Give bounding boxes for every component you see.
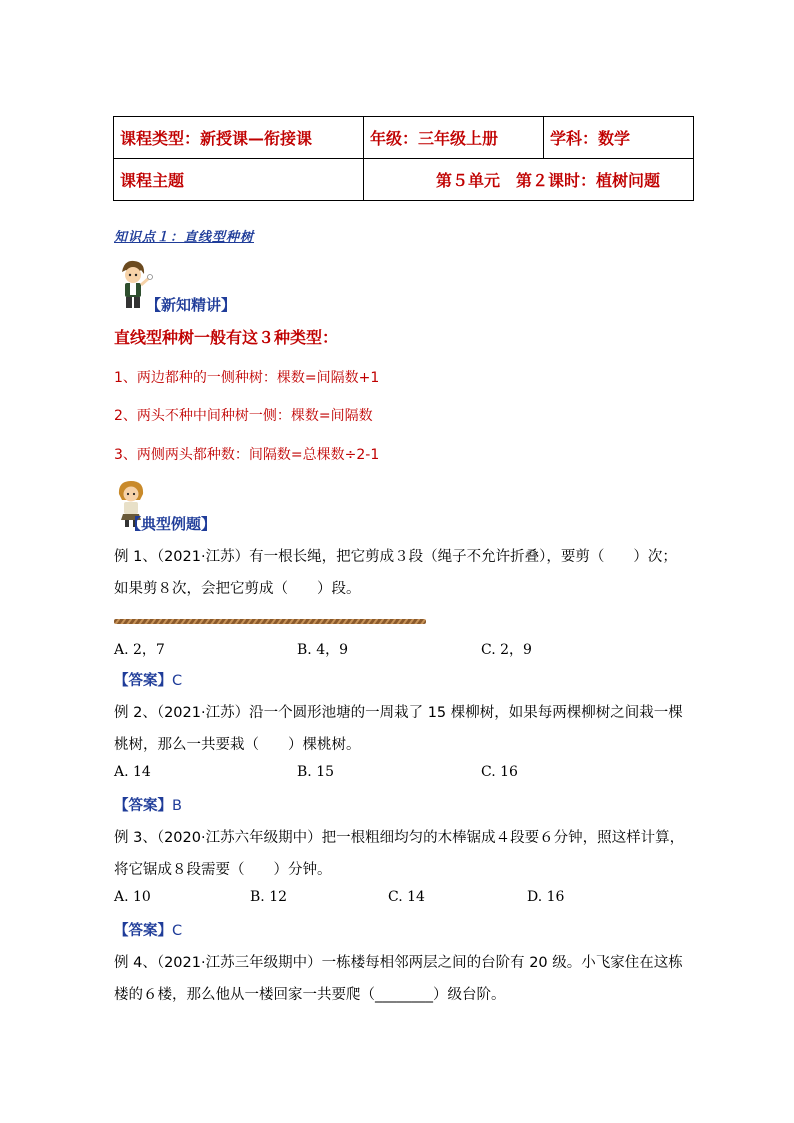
example-1-answer	[114, 669, 182, 690]
example-3-option-b: B. 12	[250, 889, 288, 905]
course-type-cell: 课程类型：新授课—衔接课	[114, 117, 364, 159]
example-3-option-d: D. 16	[527, 889, 565, 905]
course-topic-row	[114, 159, 694, 201]
example-1-option-a: A. 2，7	[114, 642, 165, 658]
example-3-line-1: 例 3、（2020·江苏六年级期中）把一根粗细均匀的木棒锯成４段要６分钟，照这样计算，	[114, 830, 685, 846]
answer-label: 【答案】	[114, 798, 172, 814]
example-1-line-2: 如果剪８次，会把它剪成（ ）段。	[114, 581, 361, 597]
example-3-option-a: A. 10	[114, 889, 151, 905]
rule-2: 2、两头不种中间种树一侧：棵数=间隔数	[114, 408, 373, 424]
example-3-line-2: 将它锯成８段需要（ ）分钟。	[114, 862, 332, 878]
course-info-row	[114, 117, 694, 159]
new-knowledge-tag: 【新知精讲】	[146, 296, 237, 314]
example-2-line-2: 桃树，那么一共要栽（ ）棵桃树。	[114, 737, 361, 753]
rule-1: 1、两边都种的一侧种树：棵数=间隔数+1	[114, 370, 380, 386]
answer-value: C	[172, 673, 183, 689]
answer-label: 【答案】	[114, 923, 172, 939]
topic-value-cell: 第５单元 第２课时：植树问题	[364, 159, 694, 201]
example-3-answer	[114, 919, 182, 940]
course-info-table	[113, 116, 694, 201]
example-2-option-c: C. 16	[481, 764, 518, 780]
topic-label-cell: 课程主题	[114, 159, 364, 201]
example-2-option-a: A. 14	[114, 764, 151, 780]
example-2-line-1: 例 2、（2021·江苏）沿一个圆形池塘的一周栽了 15 棵柳树，如果每两棵柳树之间栽一棵	[114, 705, 683, 721]
example-1-line-1: 例 1、（2021·江苏）有一根长绳，把它剪成３段（绳子不允许折叠），要剪（ ）次；	[114, 549, 677, 565]
example-4-line-2: 楼的６楼，那么他从一楼回家一共要爬（________）级台阶。	[114, 987, 506, 1003]
example-1-option-c: C. 2，9	[481, 642, 532, 658]
subject-cell: 学科：数学	[544, 117, 694, 159]
answer-value: C	[172, 923, 183, 939]
grade-cell: 年级：三年级上册	[364, 117, 544, 159]
example-2-answer	[114, 794, 182, 815]
example-2-option-b: B. 15	[297, 764, 335, 780]
rope-illustration	[114, 618, 426, 626]
answer-value: B	[172, 798, 182, 814]
examples-tag: 【典型例题】	[126, 515, 217, 533]
rule-3: 3、两侧两头都种数：间隔数=总棵数÷2-1	[114, 447, 380, 463]
example-4-line-1: 例 4、（2021·江苏三年级期中）一栋楼每相邻两层之间的台阶有 20 级。小飞家住在这栋	[114, 955, 683, 971]
example-3-option-c: C. 14	[388, 889, 425, 905]
answer-label: 【答案】	[114, 673, 172, 689]
example-1-option-b: B. 4，9	[297, 642, 349, 658]
knowledge-point-title: 知识点１：直线型种树	[114, 230, 255, 245]
intro-heading: 直线型种树一般有这３种类型：	[114, 328, 339, 347]
